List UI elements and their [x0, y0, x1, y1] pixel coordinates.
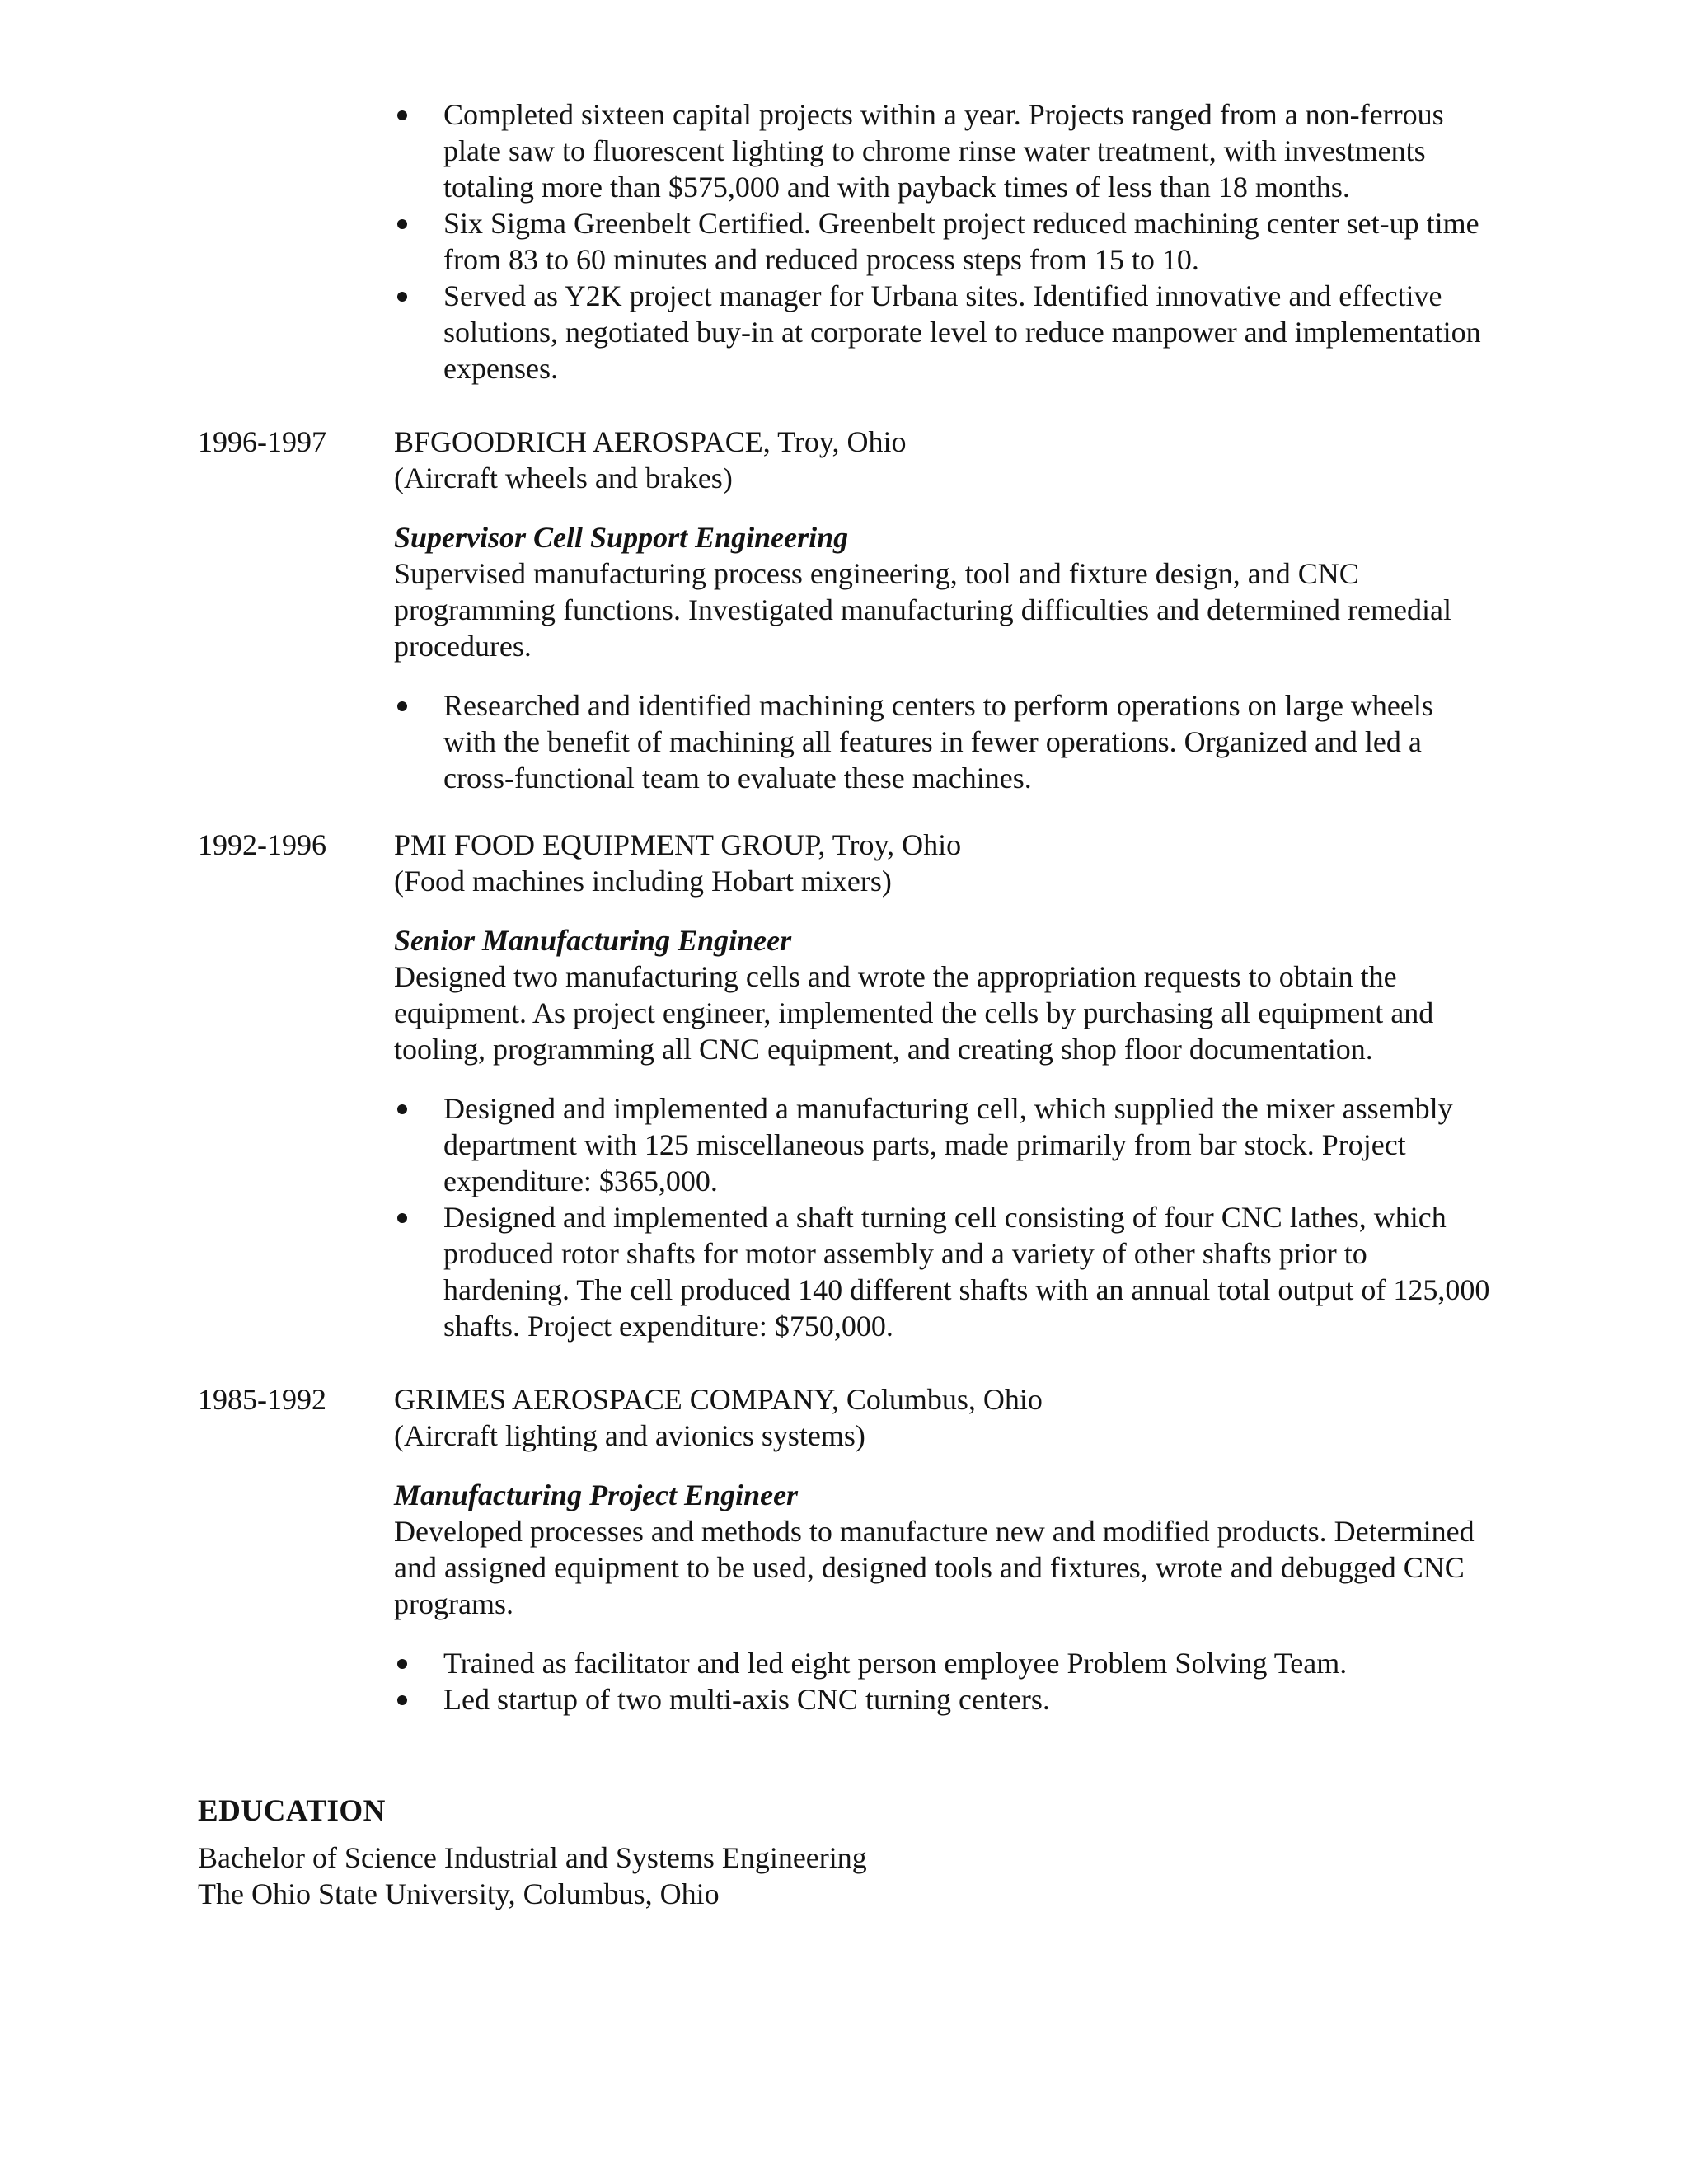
list-item: Designed and implemented a manufacturing cell, which supplied the mixer assembly department with 125 miscellaneous parts, made primarily from bar stock. Project expenditure: $365,000. [394, 1090, 1492, 1199]
degree: Bachelor of Science Industrial and Systems Engineering [198, 1841, 867, 1874]
job-dates: 1992-1996 [198, 828, 326, 861]
achievements-list [394, 1090, 1492, 1344]
achievements-list [394, 1645, 1492, 1718]
list-item: Researched and identified machining centers to perform operations on large wheels with the benefit of machining all features in fewer operations. Organized and led a cross-functional team to evaluate these machines. [394, 687, 1492, 796]
continued-achievements-list [394, 96, 1490, 387]
company-products: (Aircraft wheels and brakes) [394, 462, 733, 494]
education-section [198, 1793, 1269, 1912]
list-item: Completed sixteen capital projects within a year. Projects ranged from a non-ferrous plate saw to fluorescent lighting to chrome rinse water treatment, with investments totaling more than $575,000 and with payback times of less than 18 months. [394, 96, 1490, 205]
company-products: (Food machines including Hobart mixers) [394, 865, 892, 898]
company-products: (Aircraft lighting and avionics systems) [394, 1419, 865, 1452]
job-dates: 1996-1997 [198, 425, 326, 458]
list-item: Designed and implemented a shaft turning cell consisting of four CNC lathes, which produced rotor shafts for motor assembly and a variety of other shafts prior to hardening. The cell produced 140 different shafts with an annual total output of 125,000 shafts. Project expenditure: $750,000. [394, 1199, 1492, 1344]
list-item: Six Sigma Greenbelt Certified. Greenbelt project reduced machining center set-up time from 83 to 60 minutes and reduced process steps from 15 to 10. [394, 205, 1490, 278]
achievements-list [394, 687, 1492, 796]
job-description: Developed processes and methods to manufacture new and modified products. Determined and assigned equipment to be used, designed tools and fixtures, wrote and debugged CNC programs. [394, 1515, 1475, 1620]
job-body [394, 424, 1492, 796]
job-body [394, 1381, 1492, 1718]
job-description: Supervised manufacturing process engineering, tool and fixture design, and CNC programming functions. Investigated manufacturing difficulties and determined remedial procedures. [394, 557, 1451, 663]
job-title: Senior Manufacturing Engineer [394, 924, 792, 957]
job-description: Designed two manufacturing cells and wrote the appropriation requests to obtain the equipment. As project engineer, implemented the cells by purchasing all equipment and tooling, programming all CNC equipment, and creating shop floor documentation. [394, 960, 1434, 1066]
company-name: PMI FOOD EQUIPMENT GROUP, Troy, Ohio [394, 828, 962, 861]
section-heading: EDUCATION [198, 1794, 386, 1828]
company-name: BFGOODRICH AEROSPACE, Troy, Ohio [394, 425, 907, 458]
list-item: Led startup of two multi-axis CNC turning centers. [394, 1681, 1492, 1718]
job-title: Supervisor Cell Support Engineering [394, 521, 849, 554]
list-item: Trained as facilitator and led eight person employee Problem Solving Team. [394, 1645, 1492, 1681]
job-dates: 1985-1992 [198, 1383, 326, 1416]
job-title: Manufacturing Project Engineer [394, 1479, 799, 1511]
school: The Ohio State University, Columbus, Ohio [198, 1877, 720, 1910]
company-name: GRIMES AEROSPACE COMPANY, Columbus, Ohio [394, 1383, 1043, 1416]
job-body [394, 827, 1492, 1344]
list-item: Served as Y2K project manager for Urbana sites. Identified innovative and effective solutions, negotiated buy-in at corporate level to reduce manpower and implementation expenses. [394, 278, 1490, 387]
